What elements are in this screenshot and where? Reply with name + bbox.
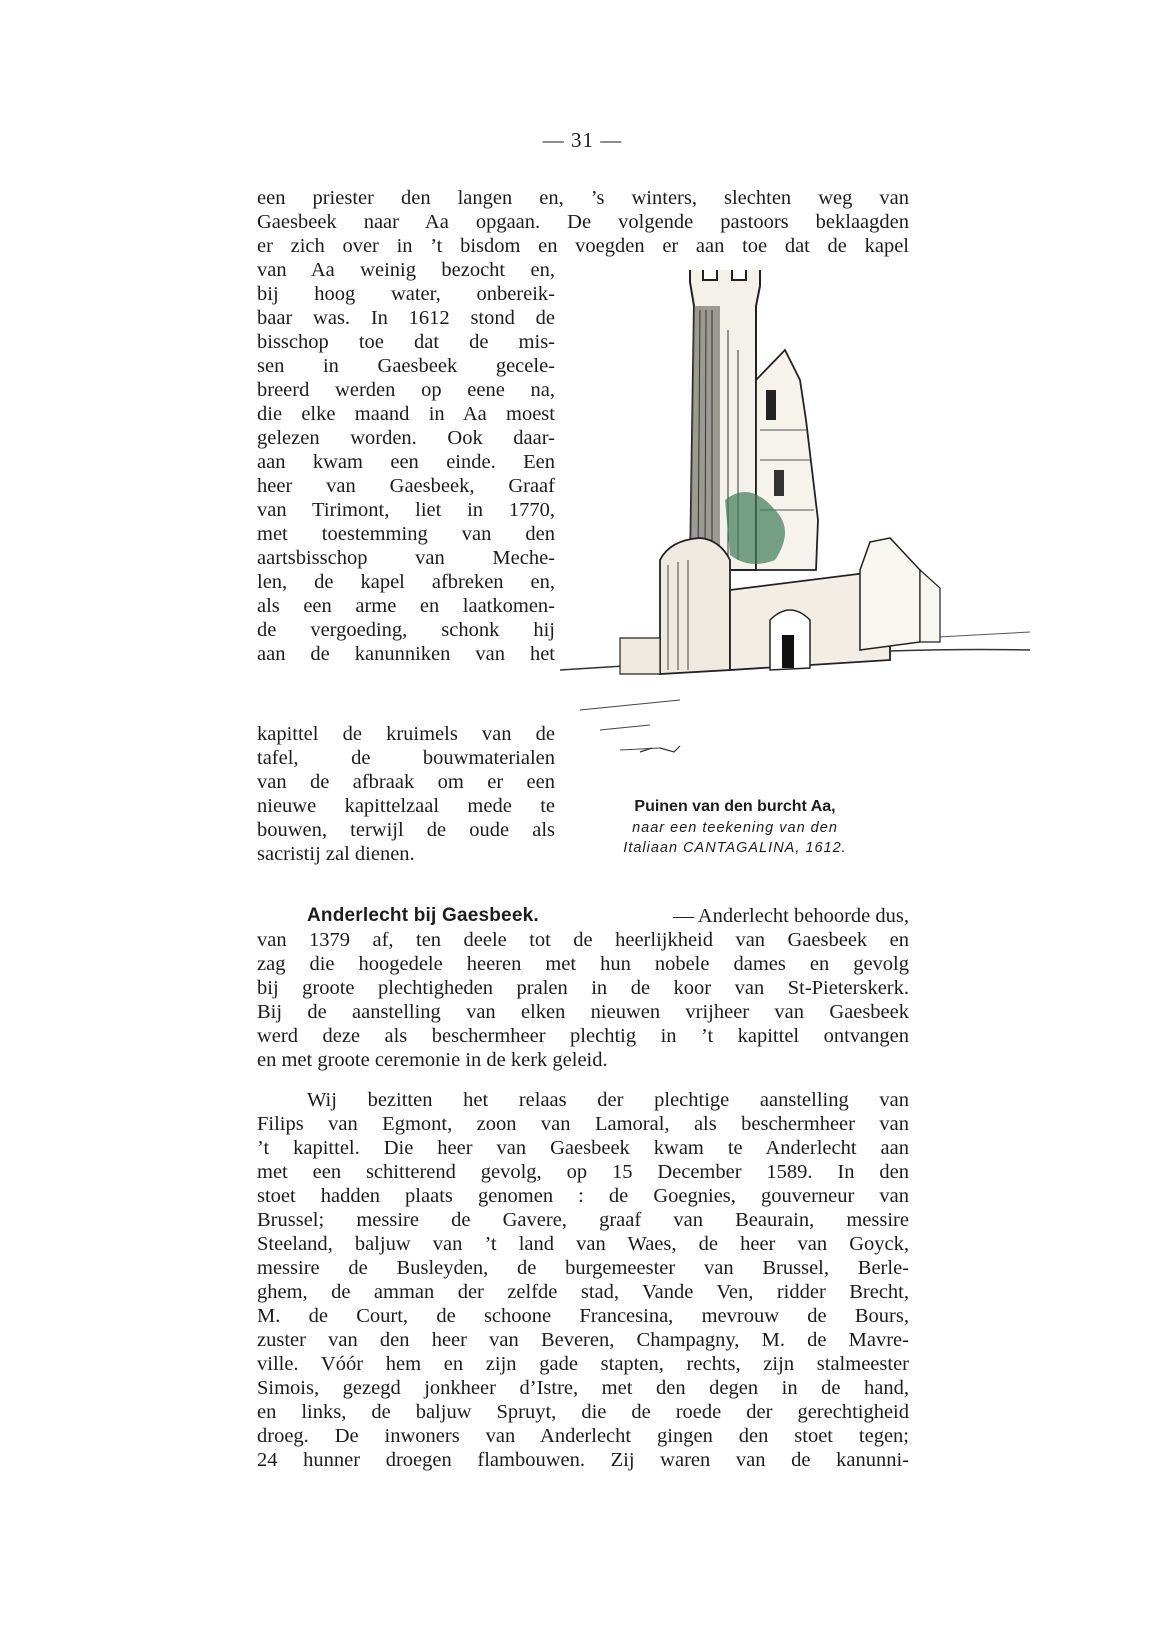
figure-caption-line: Italiaan CANTAGALINA, 1612.: [623, 840, 847, 856]
text-line: sen in Gaesbeek gecele-: [257, 355, 555, 377]
text-line: Steeland, baljuw van ’t land van Waes, de heer van Goyck,: [257, 1233, 909, 1255]
text-line: bouwen, terwijl de oude als: [257, 819, 555, 841]
text-line: tafel, de bouwmaterialen: [257, 747, 555, 769]
text-line: werd deze als beschermheer plechtig in ’t kapittel ontvangen: [257, 1025, 909, 1047]
text-line: ville. Vóór hem en zijn gade stapten, rechts, zijn stalmeester: [257, 1353, 909, 1375]
text-line: sacristij zal dienen.: [257, 843, 415, 865]
text-line: Gaesbeek naar Aa opgaan. De volgende pastoors beklaagden: [257, 211, 909, 233]
text-line: 24 hunner droegen flambouwen. Zij waren van de kanunni-: [257, 1449, 909, 1471]
text-line: bisschop toe dat de mis-: [257, 331, 555, 353]
text-line: die elke maand in Aa moest: [257, 403, 555, 425]
text-line: baar was. In 1612 stond de: [257, 307, 555, 329]
text-line: van de afbraak om er een: [257, 771, 555, 793]
text-line: er zich over in ’t bisdom en voegden er aan toe dat de kapel: [257, 235, 909, 257]
text-line: breerd werden op eene na,: [257, 379, 555, 401]
text-line: kapittel de kruimels van de: [257, 723, 555, 745]
text-line: heer van Gaesbeek, Graaf: [257, 475, 555, 497]
text-line: aan kwam een einde. Een: [257, 451, 555, 473]
text-line: van Aa weinig bezocht en,: [257, 259, 555, 281]
text-line: zuster van den heer van Beveren, Champagny, M. de Mavre-: [257, 1329, 909, 1351]
text-line: met een schitterend gevolg, op 15 December 1589. In den: [257, 1161, 909, 1183]
text-line: als een arme en laatkomen-: [257, 595, 555, 617]
tower-ruin-illustration: [560, 270, 1030, 790]
text-line: messire de Busleyden, de burgemeester van Brussel, Berle-: [257, 1257, 909, 1279]
text-line: een priester den langen en, ’s winters, slechten weg van: [257, 187, 909, 209]
text-line: van Tirimont, liet in 1770,: [257, 499, 555, 521]
text-line: Bij de aanstelling van elken nieuwen vrijheer van Gaesbeek: [257, 1001, 909, 1023]
text-line: aan de kanunniken van het: [257, 643, 555, 665]
text-line: Simois, gezegd jonkheer d’Istre, met den degen in de hand,: [257, 1377, 909, 1399]
text-line: nieuwe kapittelzaal mede te: [257, 795, 555, 817]
text-line: en met groote ceremonie in de kerk geleid.: [257, 1049, 608, 1071]
text-line: stoet hadden plaats genomen : de Goegnies, gouverneur van: [257, 1185, 909, 1207]
text-line: gelezen worden. Ook daar-: [257, 427, 555, 449]
text-line: de vergoeding, schonk hij: [257, 619, 555, 641]
text-line: ’t kapittel. Die heer van Gaesbeek kwam te Anderlecht aan: [257, 1137, 909, 1159]
figure-caption-title: Puinen van den burcht Aa,: [634, 798, 836, 815]
text-line: droeg. De inwoners van Anderlecht gingen den stoet tegen;: [257, 1425, 909, 1447]
text-line: len, de kapel afbreken en,: [257, 571, 555, 593]
text-segment: — Anderlecht behoorde dus,: [673, 905, 909, 927]
text-line: Filips van Egmont, zoon van Lamoral, als beschermheer van: [257, 1113, 909, 1135]
section-first-line: [307, 904, 909, 928]
text-line: aartsbisschop van Meche-: [257, 547, 555, 569]
figure-caption-line: naar een teekening van den: [632, 820, 838, 836]
text-line: bij groote plechtigheden pralen in de koor van St-Pieterskerk.: [257, 977, 909, 999]
text-line: van 1379 af, ten deele tot de heerlijkheid van Gaesbeek en: [257, 929, 909, 951]
text-line: Wij bezitten het relaas der plechtige aanstelling van: [307, 1089, 909, 1111]
text-line: bij hoog water, onbereik-: [257, 283, 555, 305]
page-number: — 31 —: [542, 128, 623, 152]
text-line: ghem, de amman der zelfde stad, Vande Ven, ridder Brecht,: [257, 1281, 909, 1303]
text-line: Brussel; messire de Gavere, graaf van Beaurain, messire: [257, 1209, 909, 1231]
section-heading: Anderlecht bij Gaesbeek.: [307, 905, 539, 926]
text-line: met toestemming van den: [257, 523, 555, 545]
text-line: zag die hoogedele heeren met hun nobele dames en gevolg: [257, 953, 909, 975]
text-line: en links, de baljuw Spruyt, die de roede der gerechtigheid: [257, 1401, 909, 1423]
text-line: M. de Court, de schoone Francesina, mevrouw de Bours,: [257, 1305, 909, 1327]
